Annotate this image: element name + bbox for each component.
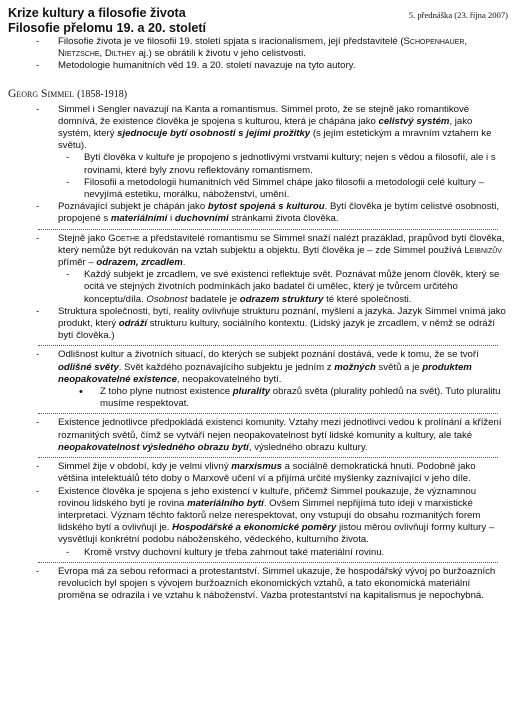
topic-block — [8, 104, 512, 226]
emphasis: materiálního bytí — [187, 497, 264, 509]
emphasis: odrazem, zrcadlem — [96, 257, 183, 269]
author-name: Goethe — [108, 232, 140, 244]
emphasis: Hospodářské a ekonomické poměry — [172, 522, 337, 534]
emphasis: sjednocuje bytí osobnosti s jejími prožitky — [117, 128, 311, 140]
section-heading — [8, 87, 512, 102]
intro-item: - Filosofie života je ve filosofii 19. století spjata s iracionalismem, její představitelé (Schopenhauer, Nietzsche, Dilthey aj.) se obrátili k životu v jeho celistvosti. — [8, 36, 512, 60]
block-separator — [38, 229, 498, 230]
emphasis: marxismus — [231, 461, 282, 473]
lecture-info: 5. přednáška (23. října 2007) — [408, 10, 508, 20]
bullet-item: - Existence jednotlivce předpokládá existenci komunity. Vztahy mezi jednotlivci vedou k prolínání a křížení rozmanitých světů, čímž se vytváří nejen neopakovatelnost bytí lidské komunity a kultury, ale také neopakovatelnost výsledného obrazu bytí, výsledného obrazu kultury. — [8, 417, 512, 454]
emphasis: duchovními — [174, 213, 229, 225]
italic-term: Osobnost — [146, 293, 188, 305]
emphasis: materiálními — [110, 213, 168, 225]
bullet-item: - Poznávající subjekt je chápán jako bytost spojená s kulturou. Bytí člověka je bytím celistvé osobnosti, propojené s materiálními i duchovními stránkami života člověka. — [8, 201, 512, 225]
bullet-item: - Simmel žije v období, kdy je velmi vlivný marxismus a sociálně demokratická hnutí. Podobně jako většina intelektuálů této doby o Marxově učení ví a přijímá určité myšlenky zaznívající v jeho díle. — [8, 461, 512, 485]
bullet-list — [8, 566, 512, 603]
bullet-item: - Odlišnost kultur a životních situací, do kterých se subjekt poznání dostává, vede k tomu, že se tvoří odlišné světy. Svět každého poznávajícího subjektu je jedním z možných světů a je produktem neopakovatelné existence, neopakovatelného bytí. — [8, 349, 512, 386]
bullet-item: - Existence člověka je spojena s jeho existencí v kultuře, přičemž Simmel poukazuje, že významnou rovinou lidského bytí je rovina materiálního bytí. Ovšem Simmel nepřijímá tuto ideji v marxistické interpretaci. Význam těchto faktorů nelze nerespektovat, ony vstupují do obsahu rozmanitých forem lidského bytí a ovlivňují je. Hospodářské a ekonomické poměry jistou měrou ovlivňují formy kultury – vysvětlují konkrétní podobu náboženského, vědeckého, kulturního života. — [8, 486, 512, 547]
subbullet-item: - Každý subjekt je zrcadlem, ve své existenci reflektuje svět. Poznávat může jenom člověk, který se ocitá ve stejných životních podmínkách jako badatel či umělec, který je tvůrcem určitého konceptu/díla. Osobnost badatele je odrazem struktury té které společnosti. — [8, 269, 512, 306]
emphasis: odrazem struktury — [239, 293, 324, 305]
topic-block — [8, 413, 512, 454]
topic-block — [8, 457, 512, 559]
author-name: Schopenhauer, Nietzsche, Dilthey — [58, 36, 468, 60]
dot-bullet-item: • Z toho plyne nutnost existence plurality obrazů světa (plurality pohledů na svět). Tuto pluralitu musíme respektovat. — [8, 386, 512, 410]
topic-block — [8, 345, 512, 410]
emphasis: neopakovatelnost výsledného obrazu bytí — [58, 441, 249, 453]
topic-block — [8, 229, 512, 343]
author-name: Leibnizův — [464, 244, 502, 256]
bullet-list — [8, 306, 512, 343]
bullet-item: - Struktura společnosti, bytí, reality ovlivňuje strukturu poznání, myšlení a jazyka. Jazyk Simmel vnímá jako produkt, který odráží strukturu kultury, sociálního kontextu. (Lidský jazyk je zrcadlem, v němž se odráží bytí člověka.) — [8, 306, 512, 343]
topic-block — [8, 562, 512, 603]
bullet-list — [8, 417, 512, 454]
dot-bullet-list — [8, 386, 512, 410]
bullet-list — [8, 104, 512, 153]
intro-list — [8, 36, 512, 73]
emphasis: bytost spojená s kulturou — [207, 201, 325, 213]
emphasis: celistvý systém — [378, 115, 450, 127]
emphasis: plurality — [232, 386, 271, 398]
intro-item: - Metodologie humanitních věd 19. a 20. století navazuje na tyto autory. — [8, 60, 512, 72]
section-body — [8, 104, 512, 603]
subbullet-list — [8, 152, 512, 201]
bullet-list — [8, 461, 512, 546]
bullet-item: - Stejně jako Goethe a představitelé romantismu se Simmel snaží nalézt prazáklad, prapůvod bytí člověka, který nemůže být redukován na vztah subjektu a objektu. Bytí člověka je – zde Simmel používá Leibnizův příměr – odrazem, zrcadlem. — [8, 233, 512, 270]
bullet-list — [8, 349, 512, 386]
subbullet-item: - Kromě vrstvy duchovní kultury je třeba zahrnout také materiální rovinu. — [8, 547, 512, 559]
section-years: (1858-1918) — [77, 88, 128, 100]
emphasis: odlišné světy — [58, 361, 119, 373]
section-name: Georg Simmel — [8, 86, 75, 100]
subbullet-item: - Filosofii a metodologii humanitních věd Simmel chápe jako filosofii a metodologii celé kultury – nevyjímá estetiku, morálku, náboženství, umění. — [8, 177, 512, 201]
block-separator — [38, 457, 498, 458]
bullet-item: - Simmel i Sengler navazují na Kanta a romantismus. Simmel proto, že se stejně jako romantikové domnívá, že existence člověka je spojena s kulturou, která je chápána jako celistvý systém, jako systém, který sjednocuje bytí osobnosti s jejími prožitky (s jejím estetickým a mravním vztahem ke světu). — [8, 104, 512, 153]
doc-subtitle: Filosofie přelomu 19. a 20. století — [8, 20, 207, 35]
emphasis: možných — [334, 361, 376, 373]
subbullet-list — [8, 547, 512, 559]
subbullet-list — [8, 269, 512, 306]
block-separator — [38, 413, 498, 414]
bullet-list — [8, 233, 512, 270]
bullet-item: - Evropa má za sebou reformaci a protestantství. Simmel ukazuje, že hospodářský vývoj po buržoazních revolucích byl spojen s vývojem buržoazních ekonomických vztahů, a tato ekonomická materiální proměna se odrazila i ve vztahu k náboženství. Vazba protestantství na kapitalismus je nepochybná. — [8, 566, 512, 603]
block-separator — [38, 345, 498, 346]
emphasis: odráží — [118, 318, 148, 330]
bullet-list — [8, 201, 512, 225]
subbullet-item: - Bytí člověka v kultuře je propojeno s jednotlivými vrstvami kultury; nejen s vědou a filosofií, ale i s rovinami, které byly znovu reflektovány romantismem. — [8, 152, 512, 176]
header — [8, 6, 512, 36]
block-separator — [38, 562, 498, 563]
doc-title: Krize kultury a filosofie života — [8, 6, 186, 20]
emphasis: produktem neopakovatelné existence — [58, 361, 472, 385]
